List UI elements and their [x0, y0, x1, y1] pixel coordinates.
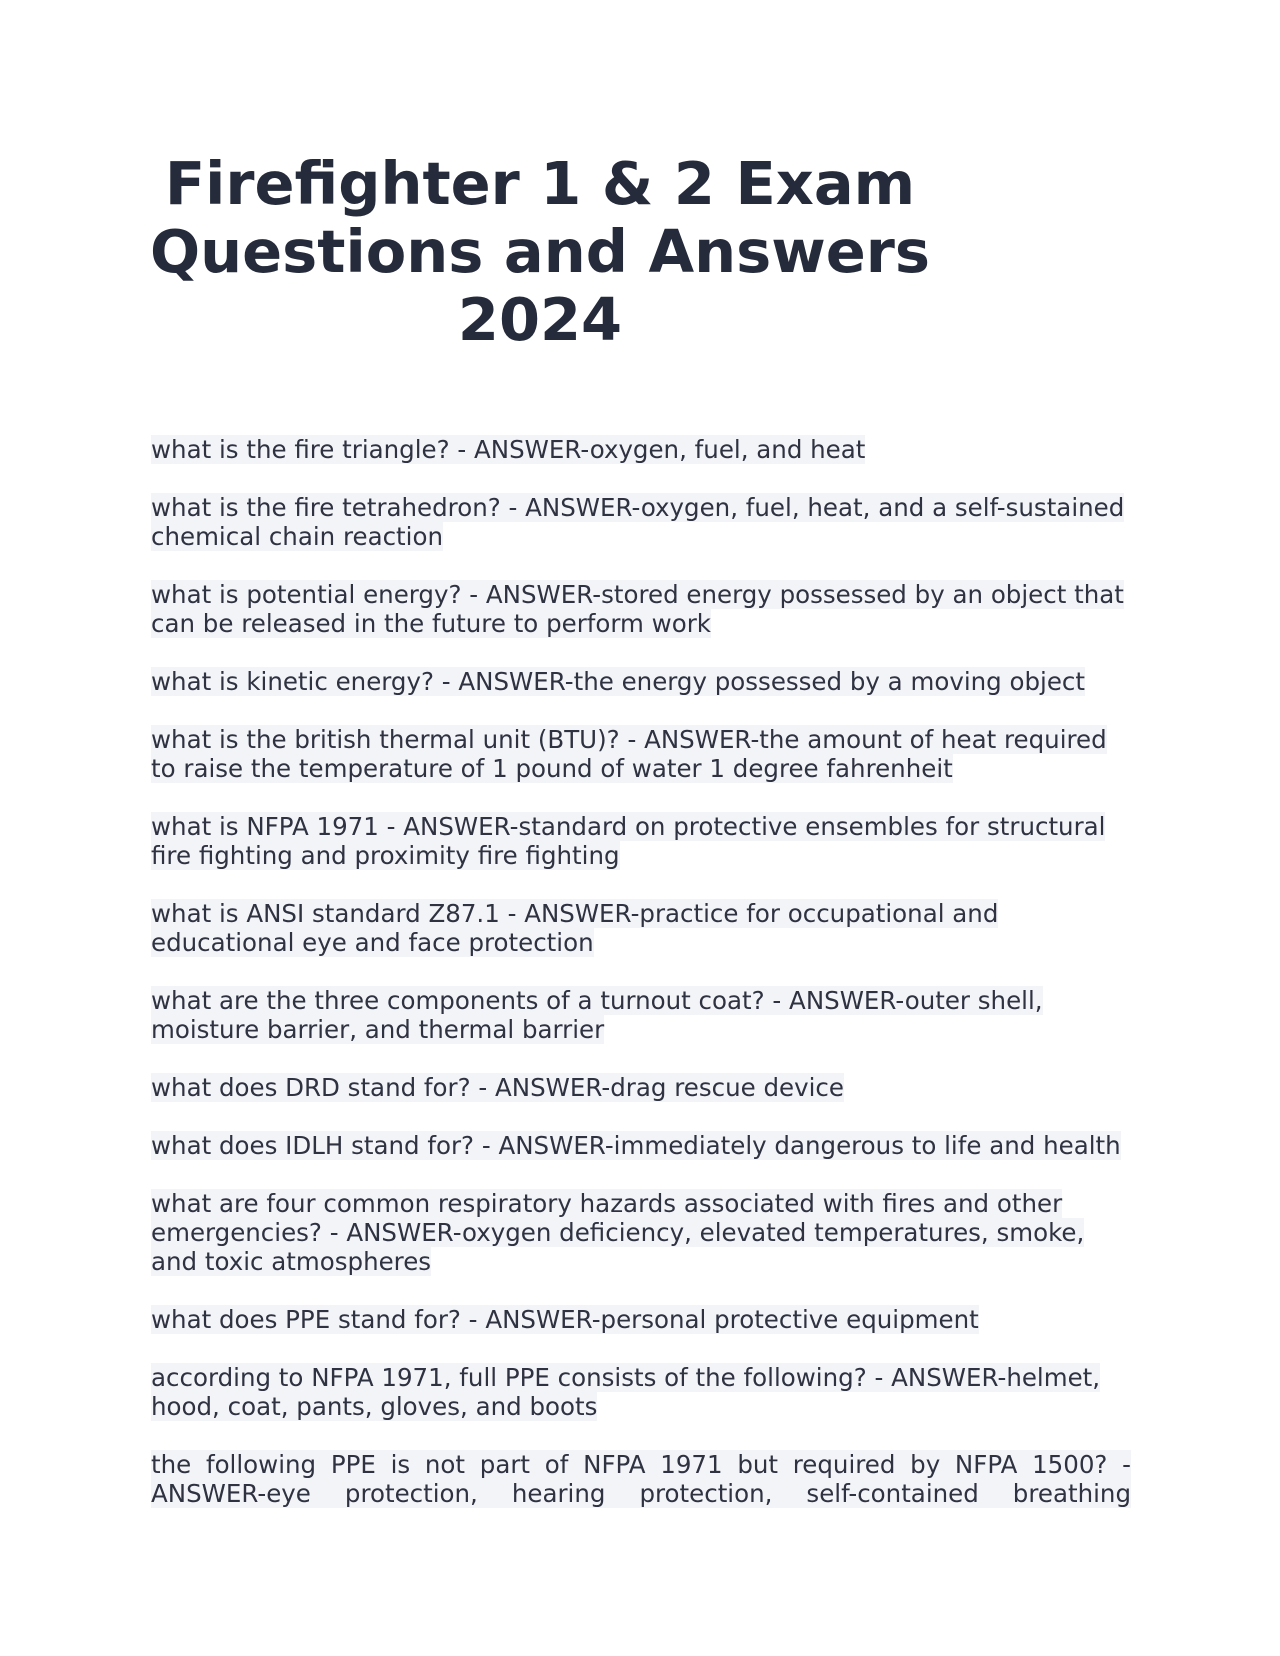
qa-item — [151, 986, 1131, 1044]
qa-item — [151, 899, 1131, 957]
qa-item — [151, 1363, 1131, 1421]
qa-text: what is the fire triangle? - ANSWER-oxygen, fuel, and heat — [151, 435, 866, 464]
qa-text: according to NFPA 1971, full PPE consists of the following? - ANSWER-helmet, hood, coat, pants, gloves, and boots — [151, 1363, 1101, 1421]
qa-item — [151, 812, 1131, 870]
qa-item — [151, 1131, 1131, 1160]
qa-text: what is potential energy? - ANSWER-stored energy possessed by an object that can be released in the future to perform work — [151, 580, 1124, 638]
qa-item — [151, 1450, 1131, 1508]
qa-text: what is ANSI standard Z87.1 - ANSWER-practice for occupational and educational eye and face protection — [151, 899, 999, 957]
qa-item — [151, 725, 1131, 783]
qa-text: what is kinetic energy? - ANSWER-the energy possessed by a moving object — [151, 667, 1086, 696]
qa-item — [151, 667, 1131, 696]
qa-item — [151, 580, 1131, 638]
qa-item — [151, 1305, 1131, 1334]
qa-item — [151, 493, 1131, 551]
qa-text: what is NFPA 1971 - ANSWER-standard on protective ensembles for structural fire fighting and proximity fire fighting — [151, 812, 1106, 870]
qa-text: what is the fire tetrahedron? - ANSWER-oxygen, fuel, heat, and a self-sustained chemical chain reaction — [151, 493, 1125, 551]
qa-text: what does PPE stand for? - ANSWER-personal protective equipment — [151, 1305, 979, 1334]
document-title: Firefighter 1 & 2 Exam Questions and Answers 2024 — [149, 149, 931, 354]
qa-text: what are the three components of a turnout coat? - ANSWER-outer shell, moisture barrier, and thermal barrier — [151, 986, 1043, 1044]
qa-text: what is the british thermal unit (BTU)? - ANSWER-the amount of heat required to raise the temperature of 1 pound of water 1 degree fahrenheit — [151, 725, 1107, 783]
qa-item — [151, 435, 1131, 464]
qa-text: the following PPE is not part of NFPA 1971 but required by NFPA 1500? - ANSWER-eye protection, hearing protection, self-contained breathing — [151, 1450, 1131, 1508]
qa-item — [151, 1189, 1131, 1276]
qa-list — [151, 435, 1131, 1537]
qa-text: what are four common respiratory hazards associated with fires and other emergencies? - ANSWER-oxygen deficiency, elevated temperatures, smoke, and toxic atmospheres — [151, 1189, 1085, 1276]
qa-text: what does DRD stand for? - ANSWER-drag rescue device — [151, 1073, 844, 1102]
qa-text: what does IDLH stand for? - ANSWER-immediately dangerous to life and health — [151, 1131, 1121, 1160]
qa-item — [151, 1073, 1131, 1102]
